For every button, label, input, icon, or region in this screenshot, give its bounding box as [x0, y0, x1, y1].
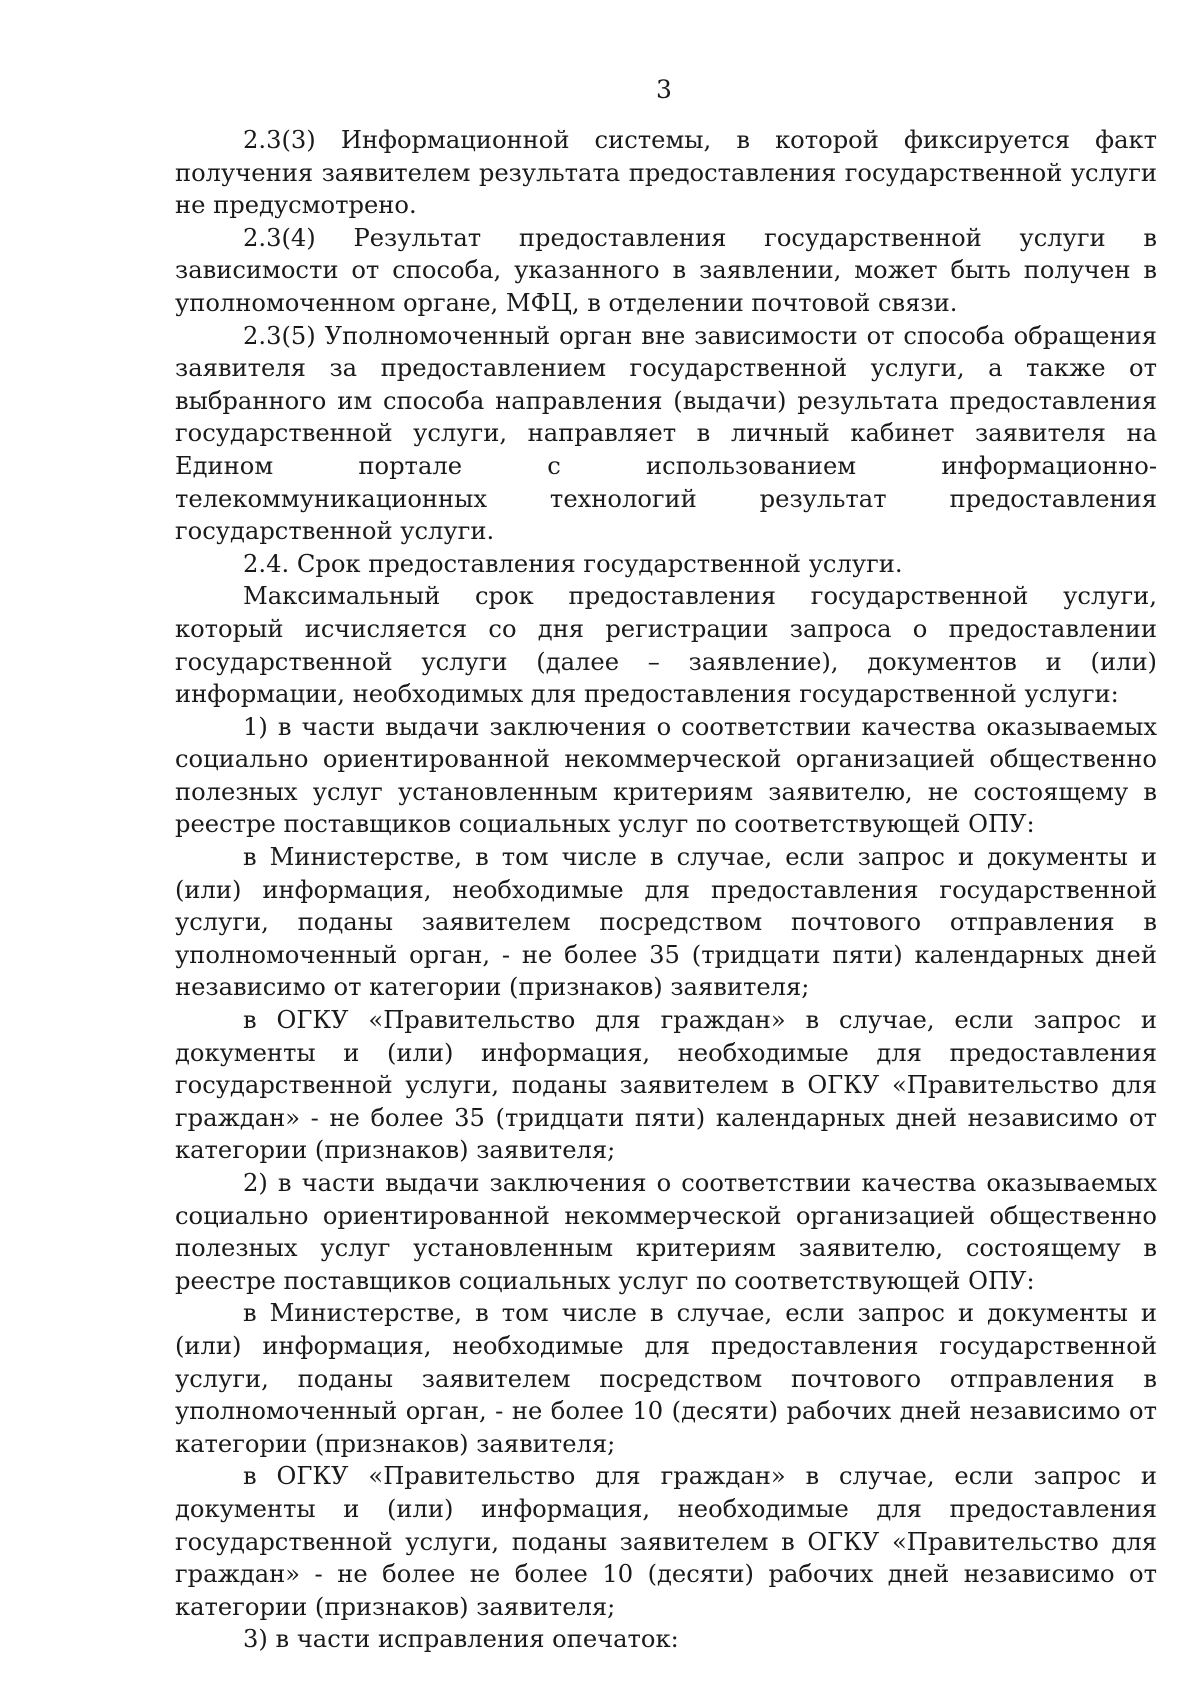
paragraph-2-3-5: 2.3(5) Уполномоченный орган вне зависимости от способа обращения заявителя за предоставлением государственной услуги, а также от выбранного им способа направления (выдачи) результата предоставления государственной услуги, направляет в личный кабинет заявителя на Едином портале с использованием информационно-телекоммуникационных технологий результат предоставления государственной услуги.	[175, 321, 1157, 546]
paragraph-2-3-4: 2.3(4) Результат предоставления государственной услуги в зависимости от способа, указанного в заявлении, может быть получен в уполномоченном органе, МФЦ, в отделении почтовой связи.	[175, 223, 1157, 317]
paragraph-item-3: 3) в части исправления опечаток:	[243, 1625, 679, 1654]
paragraph-item-2: 2) в части выдачи заключения о соответствии качества оказываемых социально ориентированной некоммерческой организацией общественно полезных услуг установленным критериям заявителю, состоящему в реестре поставщиков социальных услуг по соответствующей ОПУ:	[175, 1169, 1157, 1295]
paragraph-item-1: 1) в части выдачи заключения о соответствии качества оказываемых социально ориентированной некоммерческой организацией общественно полезных услуг установленным критериям заявителю, не состоящему в реестре поставщиков социальных услуг по соответствующей ОПУ:	[175, 712, 1157, 839]
page-number: 3	[656, 75, 672, 104]
paragraph-item-1-ministry: в Министерстве, в том числе в случае, если запрос и документы и (или) информация, необходимые для предоставления государственной услуги, поданы заявителем посредством почтового отправления в уполномоченный орган, - не более 35 (тридцати пяти) календарных дней независимо от категории (признаков) заявителя;	[175, 843, 1157, 1002]
paragraph-2-4-heading: 2.4. Срок предоставления государственной услуги.	[243, 549, 903, 578]
paragraph-item-1-ogku: в ОГКУ «Правительство для граждан» в случае, если запрос и документы и (или) информация, необходимые для предоставления государственной услуги, поданы заявителем в ОГКУ «Правительство для граждан» - не более 35 (тридцати пяти) календарных дней независимо от категории (признаков) заявителя;	[175, 1006, 1157, 1165]
paragraph-item-2-ministry: в Министерстве, в том числе в случае, если запрос и документы и (или) информация, необходимые для предоставления государственной услуги, поданы заявителем посредством почтового отправления в уполномоченный орган, - не более 10 (десяти) рабочих дней независимо от категории (признаков) заявителя;	[175, 1299, 1157, 1458]
paragraph-max-term: Максимальный срок предоставления государственной услуги, который исчисляется со дня регистрации запроса о предоставлении государственной услуги (далее – заявление), документов и (или) информации, необходимых для предоставления государственной услуги:	[175, 582, 1157, 709]
paragraph-item-2-ogku: в ОГКУ «Правительство для граждан» в случае, если запрос и документы и (или) информация, необходимые для предоставления государственной услуги, поданы заявителем в ОГКУ «Правительство для граждан» - не более не более 10 (десяти) рабочих дней независимо от категории (признаков) заявителя;	[175, 1462, 1157, 1621]
paragraph-2-3-3: 2.3(3) Информационной системы, в которой фиксируется факт получения заявителем результата предоставления государственной услуги не предусмотрено.	[175, 126, 1157, 220]
document-body	[175, 124, 1157, 1656]
